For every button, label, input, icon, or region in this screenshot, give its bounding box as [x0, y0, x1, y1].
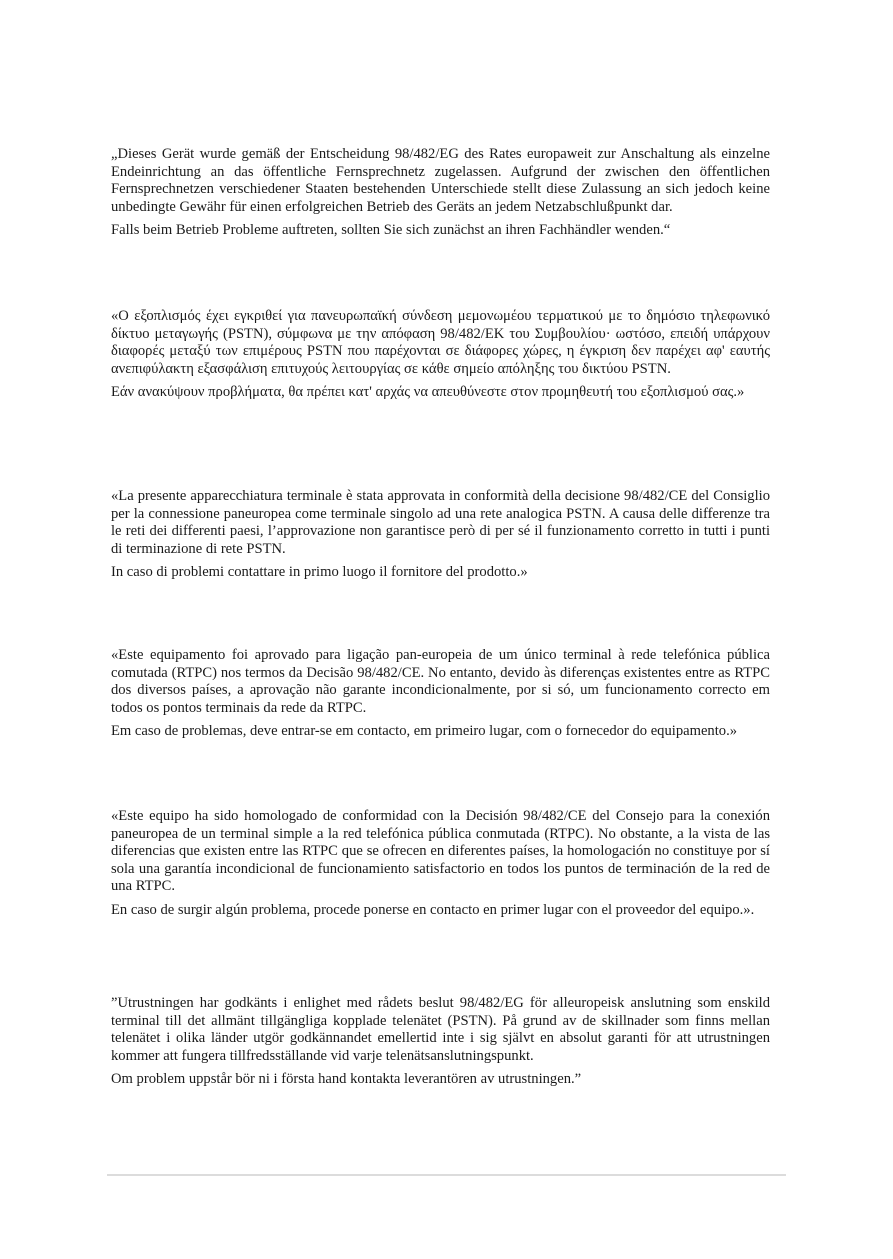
support-advice: En caso de surgir algún problema, procede ponerse en contacto en primer lugar con el proveedor del equipo.».	[111, 901, 755, 918]
approval-statement: „Dieses Gerät wurde gemäß der Entscheidung 98/482/EG des Rates europaweit zur Anschaltung als einzelne Endeinrichtung an das öffentliche Fernsprechnetz zugelassen. Aufgrund der zwischen den öffentlichen Fernsprechnetzen verschiedener Staaten bestehenden Unterschiede stellt diese Zulassung an sich jedoch keine unbedingte Gewähr für einen erfolgreichen Betrieb des Geräts an jedem Netzabschlußpunkt dar.	[111, 146, 770, 215]
notice-spanish	[111, 808, 770, 920]
approval-statement: «Este equipamento foi aprovado para ligação pan-europeia de um único terminal à rede telefónica pública comutada (RTPC) nos termos da Decisão 98/482/CE. No entanto, devido às diferenças existentes entre as RTPC dos diversos países, a aprovação não garante incondicionalmente, por si só, um funcionamento correcto em todos os pontos terminais da rede da RTPC.	[111, 647, 770, 716]
notice-greek	[111, 308, 770, 402]
approval-statement: ”Utrustningen har godkänts i enlighet med rådets beslut 98/482/EG för alleuropeisk anslutning som enskild terminal till det allmänt tillgängliga kopplade telenätet (PSTN). På grund av de skillnader som finns mellan telenätet i olika länder utgör godkännandet emellertid inte i sig självt en absolut garanti för att utrustningen kommer att fungera tillfredsställande vid varje telenätsanslutningspunkt.	[111, 995, 770, 1064]
footer-divider	[107, 1174, 786, 1176]
notice-italian	[111, 488, 770, 582]
support-advice: In caso di problemi contattare in primo luogo il fornitore del prodotto.»	[111, 564, 528, 581]
approval-statement: «La presente apparecchiatura terminale è stata approvata in conformità della decisione 98/482/CE del Consiglio per la connessione paneuropea come terminale singolo ad una rete analogica PSTN. A causa delle differenze tra le reti dei differenti paesi, l’approvazione non garantisce però di per sé il funzionamento corretto in tutti i punti di terminazione di rete PSTN.	[111, 488, 770, 557]
notice-portuguese	[111, 647, 770, 741]
support-advice: Falls beim Betrieb Probleme auftreten, sollten Sie sich zunächst an ihren Fachhändler wenden.“	[111, 222, 671, 239]
support-advice: Om problem uppstår bör ni i första hand kontakta leverantören av utrustningen.”	[111, 1071, 582, 1088]
notice-german	[111, 146, 770, 240]
support-advice: Εάν ανακύψουν προβλήματα, θα πρέπει κατ' αρχάς να απευθύνεστε στον προμηθευτή του εξοπλισμού σας.»	[111, 384, 745, 401]
support-advice: Em caso de problemas, deve entrar-se em contacto, em primeiro lugar, com o fornecedor do equipamento.»	[111, 723, 738, 740]
notice-swedish	[111, 995, 770, 1089]
approval-statement: «Este equipo ha sido homologado de conformidad con la Decisión 98/482/CE del Consejo para la conexión paneuropea de un terminal simple a la red telefónica pública conmutada (RTPC). No obstante, a la vista de las diferencias que existen entre las RTPC que se ofrecen en diferentes países, la homologación no constituye por sí sola una garantía incondicional de funcionamiento satisfactorio en todos los puntos de terminación de la red de una RTPC.	[111, 808, 770, 895]
approval-statement: «Ο εξοπλισμός έχει εγκριθεί για πανευρωπαϊκή σύνδεση μεμονωμέου τερματικού με το δημόσιο τηλεφωνικό δίκτυο μεταγωγής (PSTN), σύμφωνα με την απόφαση 98/482/ΕΚ του Συμβουλίου· ωστόσο, επειδή υπάρχουν διαφορές μεταξύ των επιμέρους PSTN που παρέχονται σε διάφορες χώρες, η έγκριση δεν παρέχει αφ' εαυτής ανεπιφύλακτη εξασφάλιση επιτυχούς λειτουργίας σε κάθε σημείο απόληξης του δικτύου PSTN.	[111, 308, 770, 377]
